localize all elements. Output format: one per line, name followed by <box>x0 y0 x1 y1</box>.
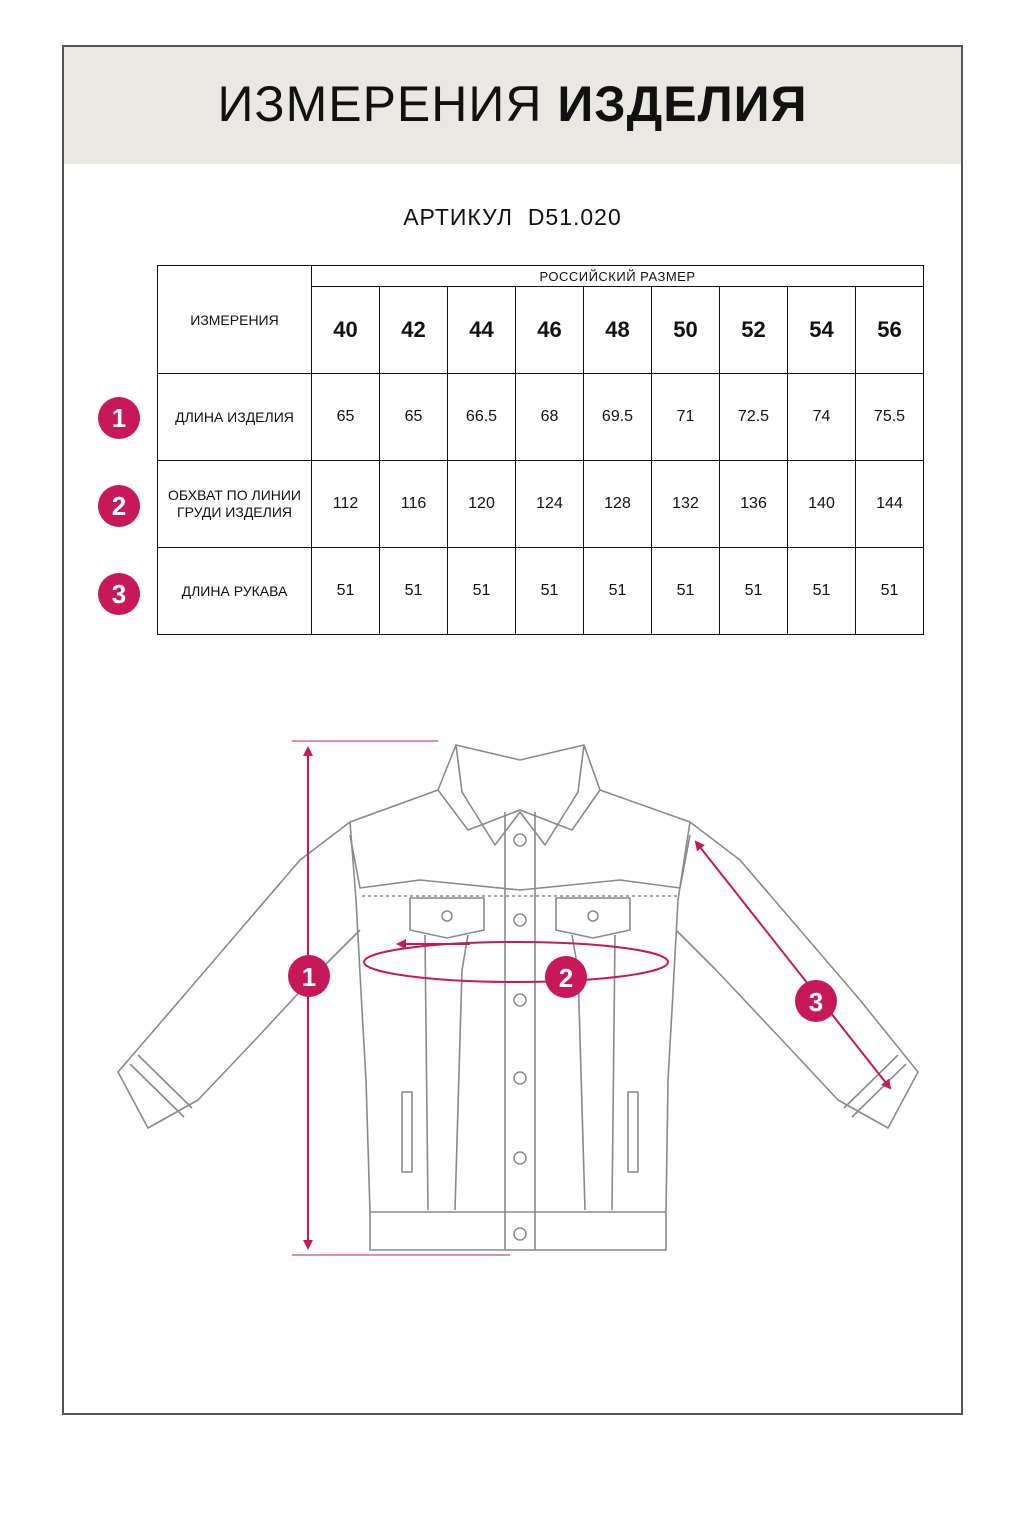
table-cell: 66.5 <box>448 374 516 461</box>
size-cell: 52 <box>720 287 788 374</box>
table-cell: 72.5 <box>720 374 788 461</box>
table-cell: 136 <box>720 461 788 548</box>
row-label: ОБХВАТ ПО ЛИНИИ ГРУДИ ИЗДЕЛИЯ <box>158 461 312 548</box>
jacket-diagram <box>0 700 1024 1300</box>
jacket-buttons <box>442 834 598 1240</box>
table-cell: 51 <box>856 548 924 635</box>
size-cell: 42 <box>380 287 448 374</box>
row-number-badge: 1 <box>98 397 140 439</box>
table-row <box>158 548 924 635</box>
table-cell: 75.5 <box>856 374 924 461</box>
size-cell: 54 <box>788 287 856 374</box>
row-label: ДЛИНА РУКАВА <box>158 548 312 635</box>
table-cell: 51 <box>448 548 516 635</box>
table-header-row <box>158 266 924 287</box>
row-number-badge: 2 <box>98 485 140 527</box>
table-cell: 120 <box>448 461 516 548</box>
row-number-badge: 3 <box>98 573 140 615</box>
length-measure <box>292 741 510 1255</box>
table-cell: 65 <box>312 374 380 461</box>
table-cell: 69.5 <box>584 374 652 461</box>
title-light: ИЗМЕРЕНИЯ <box>217 76 543 132</box>
table-cell: 65 <box>380 374 448 461</box>
article-code: D51.020 <box>527 204 622 230</box>
table-cell: 71 <box>652 374 720 461</box>
size-cell: 46 <box>516 287 584 374</box>
article-label: АРТИКУЛ <box>403 204 514 230</box>
table-cell: 51 <box>720 548 788 635</box>
measure-header: ИЗМЕРЕНИЯ <box>158 266 312 374</box>
size-cell: 50 <box>652 287 720 374</box>
table-cell: 51 <box>312 548 380 635</box>
marker-label: 2 <box>558 963 574 993</box>
size-cell: 48 <box>584 287 652 374</box>
article-line <box>64 204 961 231</box>
size-table <box>157 265 924 635</box>
row-label: ДЛИНА ИЗДЕЛИЯ <box>158 374 312 461</box>
table-cell: 140 <box>788 461 856 548</box>
marker-label: 1 <box>301 962 317 992</box>
title-bold: ИЗДЕЛИЯ <box>557 76 808 132</box>
table-row <box>158 374 924 461</box>
table-cell: 74 <box>788 374 856 461</box>
size-cell: 44 <box>448 287 516 374</box>
diagram-marker-1 <box>288 955 330 997</box>
diagram-marker-3 <box>795 980 837 1022</box>
table-cell: 132 <box>652 461 720 548</box>
diagram-marker-2 <box>545 956 587 998</box>
table-cell: 51 <box>380 548 448 635</box>
size-cell: 40 <box>312 287 380 374</box>
page-title <box>64 72 961 136</box>
size-group-header: РОССИЙСКИЙ РАЗМЕР <box>312 266 924 287</box>
table-cell: 124 <box>516 461 584 548</box>
table-cell: 51 <box>652 548 720 635</box>
chest-measure <box>364 942 668 982</box>
table-cell: 128 <box>584 461 652 548</box>
table-cell: 112 <box>312 461 380 548</box>
table-cell: 51 <box>788 548 856 635</box>
table-cell: 68 <box>516 374 584 461</box>
table-cell: 144 <box>856 461 924 548</box>
table-cell: 51 <box>516 548 584 635</box>
table-cell: 51 <box>584 548 652 635</box>
size-cell: 56 <box>856 287 924 374</box>
marker-label: 3 <box>808 987 824 1017</box>
table-cell: 116 <box>380 461 448 548</box>
table-row <box>158 461 924 548</box>
